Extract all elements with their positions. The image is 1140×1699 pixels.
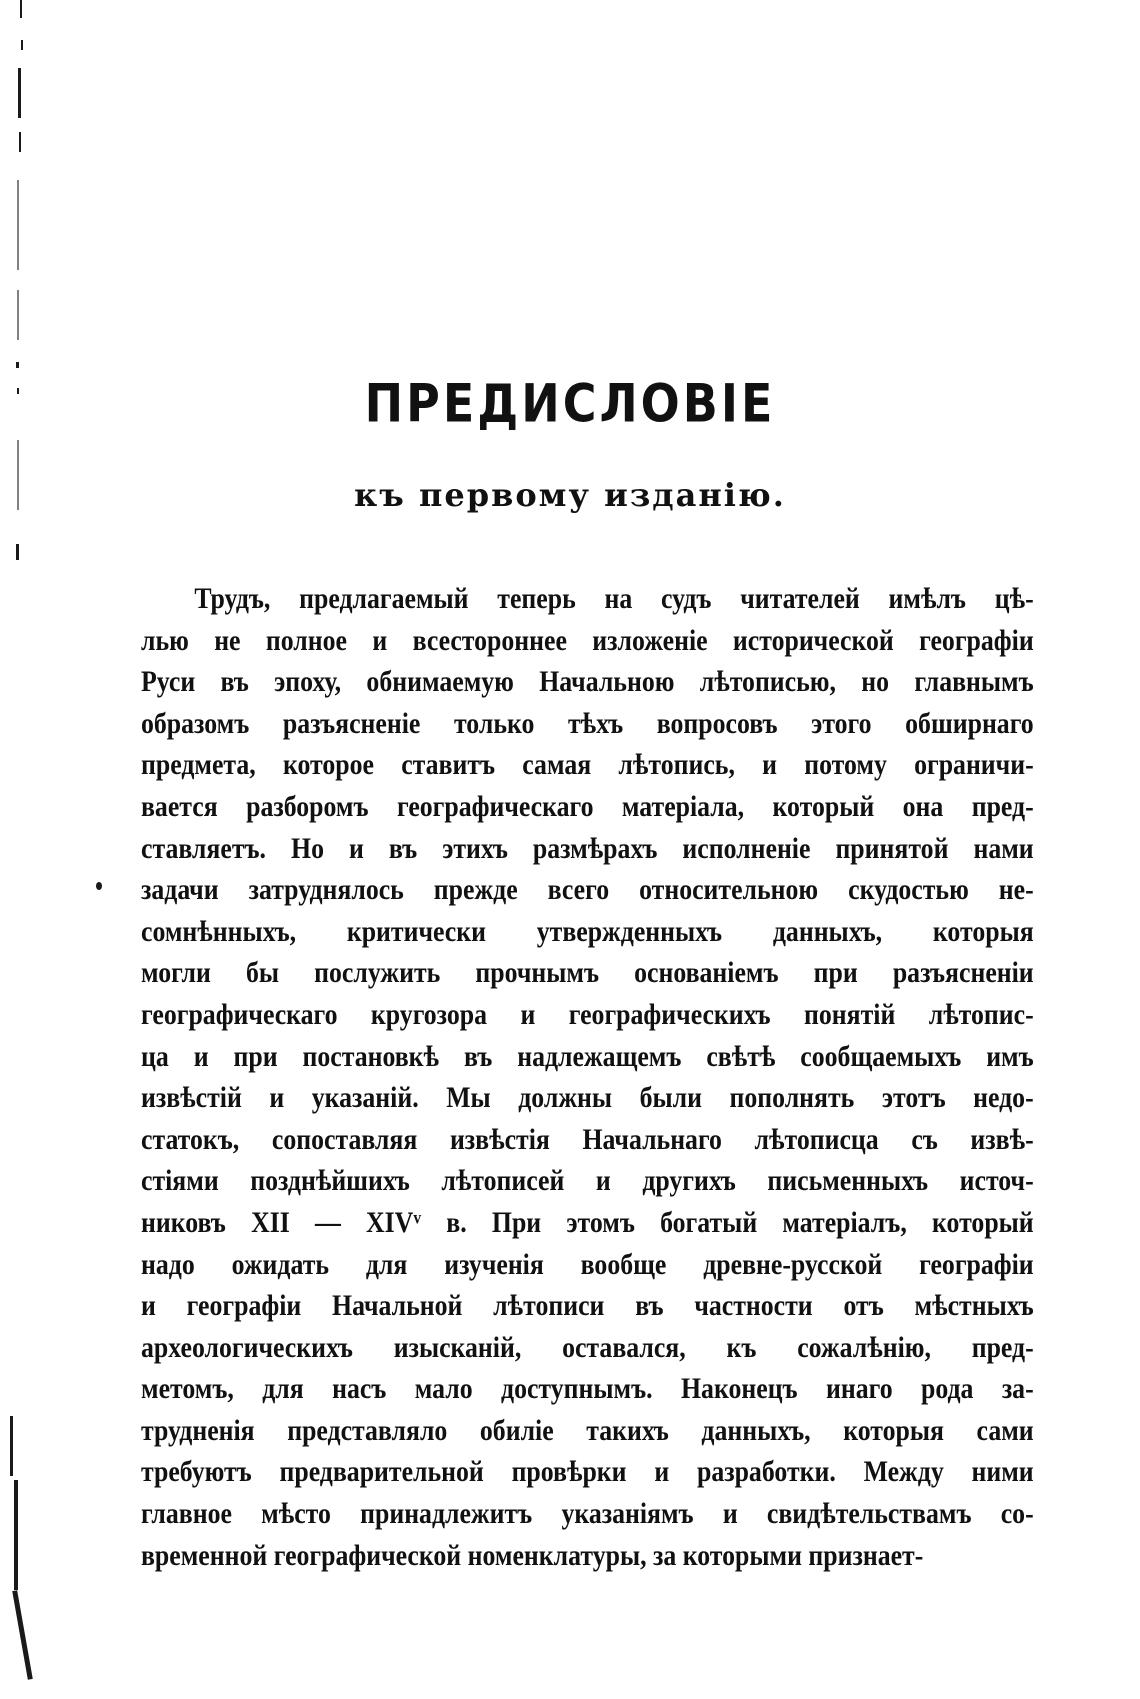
text-line: могли бы послужить прочнымъ основаніемъ при разъясненіи [141,956,1034,990]
scan-edge-mark [18,68,21,118]
scan-edge-mark [21,40,23,50]
text-line: лью не полное и всестороннее изложеніе исторической географіи [141,623,1034,657]
text-line: Руси въ эпоху, обнимаемую Начальною лѣтописью, но главнымъ [141,665,1034,699]
scan-edge-mark [10,1416,13,1476]
scan-edge-mark [14,1480,18,1590]
text-line: Трудъ, предлагаемый теперь на судъ читателей имѣлъ цѣ- [194,582,1034,615]
scan-edge-mark [19,132,21,152]
text-line: временной географической номенклатуры, за которыми признает- [141,1538,924,1572]
text-line: надо ожидать для изученія вообще древне-русской географіи [141,1247,1034,1281]
page-title: ПРЕДИСЛОВІЕ [364,372,776,435]
scan-edge-mark [20,0,22,18]
body-text [141,578,1034,1576]
text-line: извѣстій и указаній. Мы должны были пополнять этотъ недо- [141,1081,1034,1115]
text-line: сомнѣнныхъ, критически утвержденныхъ данныхъ, которыя [141,914,1034,948]
text-line: ставляетъ. Но и въ этихъ размѣрахъ исполненіе принятой нами [141,831,1034,865]
text-line: образомъ разъясненіе только тѣхъ вопросовъ этого обширнаго [141,706,1034,740]
text-line: главное мѣсто принадлежитъ указаніямъ и свидѣтельствамъ со- [141,1497,1034,1531]
text-line: археологическихъ изысканій, оставался, къ сожалѣнію, пред- [141,1330,1034,1364]
scan-edge-mark [12,1590,33,1680]
text-line: требуютъ предварительной провѣрки и разработки. Между ними [141,1455,1034,1489]
scan-edge-mark [17,180,19,270]
text-line: предмета, которое ставитъ самая лѣтопись, и потому ограничи- [141,748,1034,782]
text-line: ца и при постановкѣ въ надлежащемъ свѣтѣ сообщаемыхъ имъ [141,1039,1034,1073]
text-line: метомъ, для насъ мало доступнымъ. Наконецъ инаго рода за- [141,1372,1034,1406]
page-subtitle: къ первому изданію. [354,476,786,514]
text-line: вается разборомъ географическаго матеріала, который она пред- [141,789,1034,823]
scan-edge-mark [17,290,19,340]
text-line: никовъ XII — XIVᵛ в. При этомъ богатый матеріалъ, который [141,1205,1034,1239]
text-line: географическаго кругозора и географическихъ понятій лѣтопис- [141,997,1034,1031]
text-line: трудненія представляло обиліе такихъ данныхъ, которыя сами [141,1413,1034,1447]
margin-dot [96,882,102,890]
text-line: и географіи Начальной лѣтописи въ частности отъ мѣстныхъ [141,1289,1034,1323]
scan-edge-mark [16,362,19,368]
text-line: задачи затруднялось прежде всего относительною скудостью не- [141,873,1034,907]
text-line: статокъ, сопоставляя извѣстія Начальнаго лѣтописца съ извѣ- [141,1122,1034,1156]
scan-edge-mark [16,544,19,560]
text-line: стіями позднѣйшихъ лѣтописей и другихъ письменныхъ источ- [141,1164,1034,1198]
